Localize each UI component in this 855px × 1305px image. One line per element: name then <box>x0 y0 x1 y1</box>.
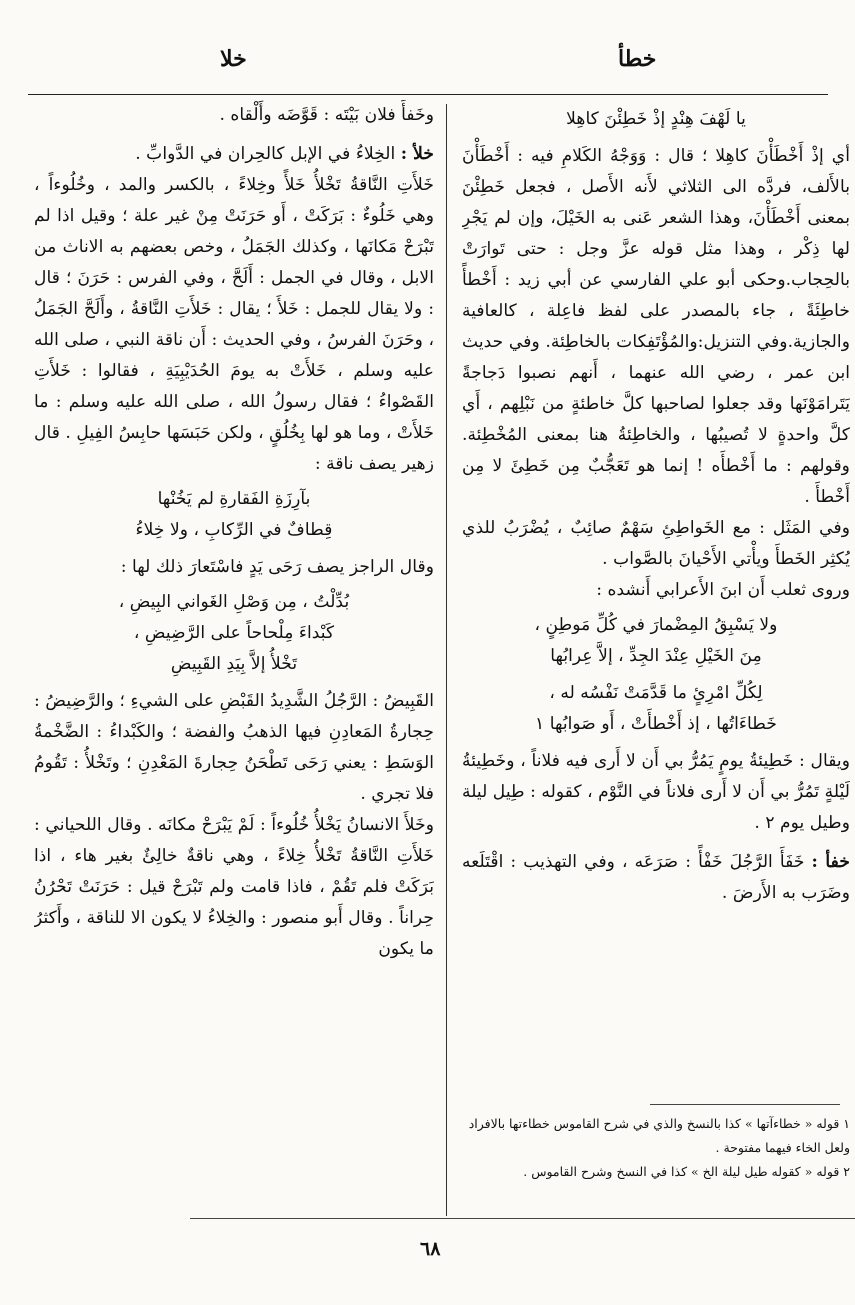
verse-line: خَطاءَاتُها ، إذ أَخْطأَتْ ، أَو صَوابُها ١ <box>535 714 777 734</box>
paragraph: القَبِيضُ : الرَّجُلُ الشَّدِيدُ القَبْضِ على الشيءِ ؛ والرَّضِيضُ : حِجارةُ المَعادِنِ فيها الذهبُ والفضة ؛ والكَبْداءُ : الضَّخْمةُ الوَسَطِ : يعني رَحَى تَطْحَنُ حِجارةَ المَعْدِنِ ؛ وتَخْلأُ : تَقُومُ فلا تجري . <box>34 691 434 804</box>
paragraph: أي إذْ أَخْطَأْنَ كاهِلا ؛ قال : وَوَجْهُ الكَلامِ فيه : أَخْطَأْنَ بالأَلف، فردَّه الى الثلاثي لأَنه الأَصل ، فجعل خَطِئْنَ بمعنى أَخْطَأْنَ، وهذا الشعر عَنى به الخَيْلَ، وإن لم يَجْرِ لها ذِكْر ، وهذا مثل قوله عزَّ وجل : حتى تَوارَتْ بالحِجاب.وحكى أبو علي الفارسي عن أبي زيد : أَخْطأً خاطِئَةً ، جاء بالمصدر على لفظ فاعِلة ، كالعافية والجازية.وفي التنزيل:والمُؤْتَفِكات بالخاطِئة. وفي حديث ابن عمر ، رضي الله عنهما ، أَنهم نصبوا دَجاجةً يَتَرامَوْنَها وقد جعلوا لصاحبها كلَّ خاطئةٍ من نَبْلِهم ، أَي كلَّ واحدةٍ لا تُصيبُها ، والخاطِئةُ هنا بمعنى المُخْطِئة. وقولهم : ما أَخْطأَه ! إنما هو تَعَجُّبٌ مِن خَطِئَ لا مِن أَخْطأَ . <box>462 146 850 507</box>
paragraph: وروى ثعلب أَن ابنَ الأَعرابي أَنشده : <box>596 580 850 600</box>
verse-block <box>462 678 850 740</box>
verse-line: مِنَ الخَيْلِ عِنْدَ الجِدِّ ، إلاَّ عِرابُها <box>550 646 762 666</box>
verse-line: بُدِّلْتُ ، مِن وَصْلِ الغَواني البِيضِ ، <box>118 592 350 612</box>
header-entry-word-right: خطأ <box>618 46 657 72</box>
footnotes <box>462 1112 850 1184</box>
paragraph: وخَفأَ فلان بَيْتَه : قَوَّضَه وأَلْقاه . <box>219 105 434 125</box>
bottom-rule <box>190 1218 855 1219</box>
verse-block <box>34 587 434 680</box>
footnote-rule <box>650 1104 840 1105</box>
footnote: ١ قوله « خطاءآتها » كذا بالنسخ والذي في شرح القاموس خطاءتها بالافراد ولعل الخاء فيهما مفتوحة . <box>468 1116 850 1155</box>
top-rule <box>28 94 828 95</box>
left-column <box>34 100 434 1210</box>
verse-block <box>462 610 850 672</box>
entry-lemma: خفأ : <box>811 852 850 872</box>
footnote: ٢ قوله « كقوله طيل ليلة الخ » كذا في النسخ وشرح القاموس . <box>523 1164 850 1179</box>
dictionary-entry <box>34 139 434 170</box>
verse-block <box>34 484 434 546</box>
verse-line: كَبْداءَ مِلْحاحاً على الرَّضِيضِ ، <box>133 623 335 643</box>
paragraph: ويقال : خَطِيئةُ يومٍ يَمُرُّ بي أَن لا أَرى فيه فلاناً ، وخَطِيئةُ لَيْلةٍ تَمُرُّ بي أَن لا أَرى فلاناً في النَّوْم ، كقوله : طِيل ليلة وطيل يوم ٢ . <box>462 751 850 833</box>
verse-line: ولا يَسْبِقُ المِضْمارَ في كُلِّ مَوطِنٍ ، <box>534 615 778 635</box>
page-number: ٦٨ <box>420 1238 441 1260</box>
verse-line: تَخْلأُ إلاَّ بِيَدِ القَبِيضِ <box>170 654 298 674</box>
entry-text: خَفَأَ الرَّجُلَ خَفْأً : صَرَعَه ، وفي التهذيب : اقْتَلَعه وضَرَب به الأَرضَ . <box>462 852 850 903</box>
paragraph: وقال الراجز يصف رَحَى يَدٍ فاسْتَعارَ ذلك لها : <box>120 557 434 577</box>
header-entry-word-left: خلا <box>220 46 247 72</box>
entry-lemma: خلأ : <box>400 144 434 164</box>
verse-line: قِطافٌ في الرِّكابِ ، ولا خِلاءُ <box>135 520 333 540</box>
paragraph: وفي المَثَل : مع الخَواطِئِ سَهْمٌ صائِبٌ ، يُضْرَبُ للذي يُكثِر الخَطأَ ويأْتي الأَحْيانَ بالصَّواب . <box>462 518 850 569</box>
right-column <box>462 100 850 980</box>
entry-text: الخِلاءُ في الإبل كالحِران في الدَّوابِّ . <box>135 144 396 164</box>
dictionary-entry <box>462 847 850 909</box>
verse-line: لِكُلِّ امْرِئٍ ما قَدَّمَتْ نَفْسُه له ، <box>549 683 763 703</box>
verse-line: يا لَهْفَ هِنْدٍ إذْ خَطِئْنَ كاهِلا <box>566 109 746 129</box>
paragraph: وخَلأَ الانسانُ يَخْلأُ خُلُوءاً : لَمْ يَبْرَحْ مكانَه . وقال اللحياني : خَلأَتِ النَّاقةُ تَخْلأُ خِلاءً ، وهي ناقةٌ خالِئٌ بغير هاء ، اذا بَرَكَتْ فلم تَقُمْ ، فاذا قامت ولم تَبْرَحْ قيل : حَرَنَتْ تَحْرُنُ حِراناً . وقال أَبو منصور : والخِلاءُ لا يكون الا للناقة ، وأَكثرُ ما يكون <box>34 815 434 959</box>
column-divider <box>446 104 447 1216</box>
paragraph: خَلأَتِ النَّاقةُ تَخْلأُ خَلأً وخِلاءً ، بالكسر والمد ، وخُلُوءاً ، وهي خَلُوءٌ : بَرَكَتْ ، أَو حَرَنَتْ مِنْ غير علة ؛ وقيل اذا لم تَبْرَحْ مَكانَها ، وكذلك الجَمَلُ ، وخص بعضهم به الاناث من الابل ، وقال في الجمل : أَلَحَّ ، وفي الفرس : حَرَنَ ؛ قال : ولا يقال للجمل : خَلأَ ؛ يقال : خَلأَتِ النَّاقةُ ، وأَلَحَّ الجَمَلُ ، وحَرَنَ الفرسُ ، وفي الحديث : أَن ناقة النبي ، صلى الله عليه وسلم ، خَلأَتْ به يومَ الحُدَيْبِيَةِ ، فقالوا : خَلأَتِ القَصْواءُ ؛ فقال رسولُ الله ، صلى الله عليه وسلم : ما خَلأَتْ ، وما هو لها بِخُلُقٍ ، ولكن حَبَسَها حابِسُ الفِيلِ . قال زهير يصف ناقة : <box>34 175 434 474</box>
verse-line: بآرِزَةِ الفَقارةِ لم يَخُنْها <box>157 489 311 509</box>
